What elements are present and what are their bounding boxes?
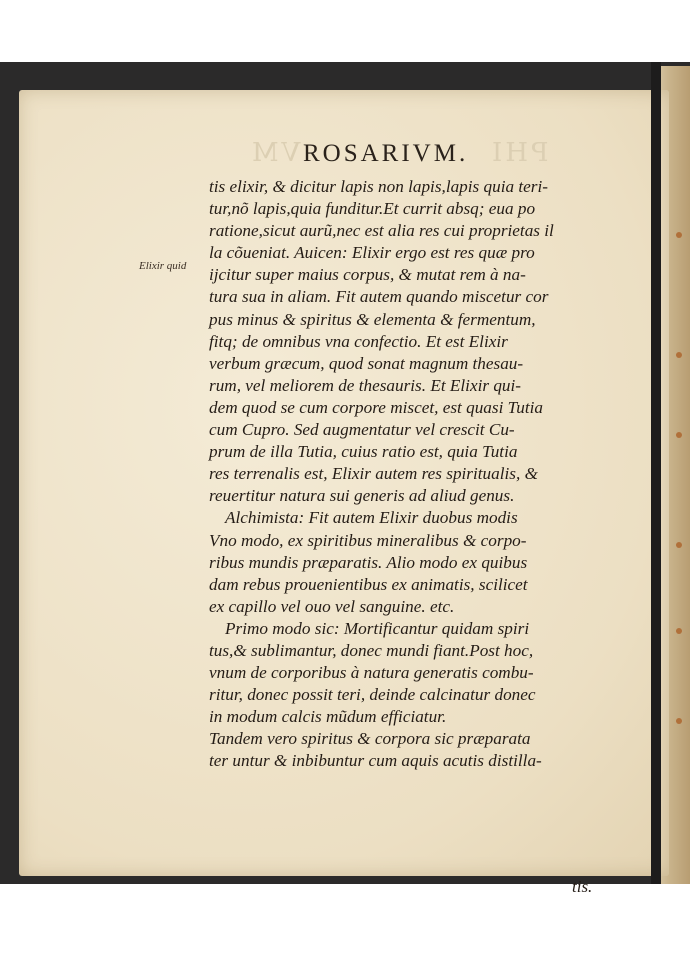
text-line: ter untur & inbibuntur cum aquis acutis distilla- xyxy=(209,751,542,771)
text-line: ribus mundis præparatis. Alio modo ex quibus xyxy=(209,552,528,572)
show-through-text-right: PHI xyxy=(489,138,549,168)
edge-stain xyxy=(676,542,682,548)
show-through-text-left: VM xyxy=(249,138,301,168)
text-line: ratione,sicut aurũ,nec est alia res cui proprietas il xyxy=(209,221,554,241)
text-line: dem quod se cum corpore miscet, est quasi Tutia xyxy=(209,397,544,417)
text-line: tura sua in aliam. Fit autem quando miscetur cor xyxy=(209,287,549,307)
text-line: fitq; de omnibus vna confectio. Et est Elixir xyxy=(209,331,508,351)
text-line: ex capillo vel ouo vel sanguine. etc. xyxy=(209,596,455,616)
text-line: tur,nõ lapis,quia funditur.Et currit absq; eua po xyxy=(209,199,536,219)
text-line: in modum calcis mũdum efficiatur. xyxy=(209,707,447,727)
text-line: rum, vel meliorem de thesauris. Et Elixir qui- xyxy=(209,375,522,395)
edge-stain xyxy=(676,352,682,358)
text-line: vnum de corporibus à natura generatis combu- xyxy=(209,663,534,683)
text-line: Primo modo sic: Mortificantur quidam spiri xyxy=(225,618,530,638)
text-line: Tandem vero spiritus & corpora sic præparata xyxy=(209,729,531,749)
book-page xyxy=(19,90,669,896)
edge-stain xyxy=(676,432,682,438)
margin-note: Elixir quid xyxy=(139,260,187,272)
text-line: Vno modo, ex spiritibus mineralibus & corpo- xyxy=(209,530,527,550)
text-line: pus minus & spiritus & elementa & fermentum, xyxy=(209,309,536,329)
text-line: dam rebus prouenientibus ex animatis, scilicet xyxy=(209,574,528,594)
text-line: reuertitur natura sui generis ad aliud genus. xyxy=(209,486,515,506)
text-line: prum de illa Tutia, cuius ratio est, quia Tutia xyxy=(209,442,518,462)
text-line: la cõueniat. Auicen: Elixir ergo est res quæ pro xyxy=(209,243,535,263)
edge-stain xyxy=(676,718,682,724)
text-line: ritur, donec possit teri, deinde calcinatur donec xyxy=(209,685,536,705)
text-line: Alchimista: Fit autem Elixir duobus modis xyxy=(225,508,518,528)
body-text xyxy=(209,176,609,773)
edge-stain xyxy=(676,628,682,634)
text-line: ijcitur super maius corpus, & mutat rem à na- xyxy=(209,265,526,285)
scan-gutter xyxy=(651,62,661,884)
edge-stain xyxy=(676,232,682,238)
catchword: tis. xyxy=(572,877,593,896)
running-head: ROSARIVM. xyxy=(303,140,469,167)
text-line: cum Cupro. Sed augmentatur vel crescit Cu- xyxy=(209,420,515,440)
text-line: tus,& sublimantur, donec mundi fiant.Post hoc, xyxy=(209,640,534,660)
text-line: tis elixir, & dicitur lapis non lapis,lapis quia teri- xyxy=(209,177,548,196)
text-line: verbum græcum, quod sonat magnum thesau- xyxy=(209,353,524,373)
text-line: res terrenalis est, Elixir autem res spiritualis, & xyxy=(209,464,538,484)
